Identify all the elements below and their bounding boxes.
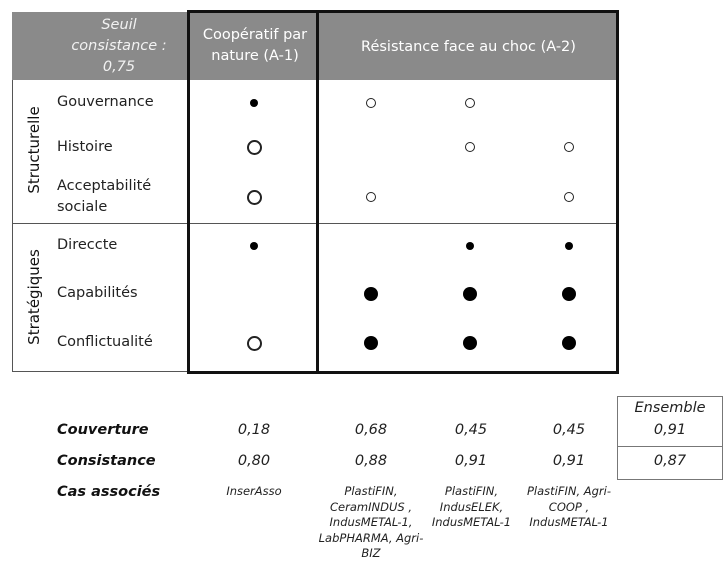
large-filled-dot xyxy=(463,287,477,301)
consistency-label: Consistance xyxy=(57,453,156,469)
cases-a2-1: PlastiFIN, CeramINDUS , IndusMETAL-1, LabPHARMA, Agri-BIZ xyxy=(318,484,424,560)
large-open-dot xyxy=(247,190,262,205)
column-a2-frame xyxy=(316,10,619,374)
small-open-dot xyxy=(465,142,475,152)
small-open-dot xyxy=(564,142,574,152)
cases-a2-2: PlastiFIN, IndusELEK, IndusMETAL-1 xyxy=(431,484,512,529)
cases-a1: InserAsso xyxy=(226,484,282,498)
consistency-a2-2: 0,91 xyxy=(454,453,488,469)
row-label-direccte: Direccte xyxy=(57,237,118,253)
large-open-dot xyxy=(247,140,262,155)
large-filled-dot xyxy=(364,287,378,301)
consistency-a1: 0,80 xyxy=(237,453,271,469)
small-open-dot xyxy=(366,98,376,108)
ensemble-divider xyxy=(617,446,723,447)
small-filled-dot xyxy=(565,242,573,250)
cases-label: Cas associés xyxy=(57,484,161,500)
group-label-strategic: Stratégiques xyxy=(25,249,43,345)
row-label-acceptabilite: Acceptabilité sociale xyxy=(57,178,152,215)
coverage-a2-2: 0,45 xyxy=(454,422,488,438)
column-header-a2: Résistance face au choc (A-2) xyxy=(361,39,576,55)
large-open-dot xyxy=(247,336,262,351)
small-open-dot xyxy=(465,98,475,108)
coverage-a2-1: 0,68 xyxy=(354,422,388,438)
small-open-dot xyxy=(564,192,574,202)
coverage-a2-3: 0,45 xyxy=(552,422,586,438)
ensemble-label: Ensemble xyxy=(634,400,706,416)
table-left-border xyxy=(12,80,13,372)
row-label-capabilites: Capabilités xyxy=(57,285,138,301)
threshold-label: Seuil consistance : 0,75 xyxy=(71,17,167,75)
coverage-label: Couverture xyxy=(57,422,149,438)
column-header-a1: Coopératif par nature (A-1) xyxy=(202,27,308,64)
large-filled-dot xyxy=(463,336,477,350)
row-label-gouvernance: Gouvernance xyxy=(57,94,154,110)
ensemble-consistency: 0,87 xyxy=(653,453,687,469)
small-open-dot xyxy=(366,192,376,202)
consistency-a2-3: 0,91 xyxy=(552,453,586,469)
cases-a2-3: PlastiFIN, Agri-COOP , IndusMETAL-1 xyxy=(526,484,612,529)
row-label-conflictualite: Conflictualité xyxy=(57,334,153,350)
large-filled-dot xyxy=(562,336,576,350)
large-filled-dot xyxy=(364,336,378,350)
group-label-structural: Structurelle xyxy=(25,106,43,194)
consistency-a2-1: 0,88 xyxy=(354,453,388,469)
row-label-histoire: Histoire xyxy=(57,139,113,155)
small-filled-dot xyxy=(466,242,474,250)
small-filled-dot xyxy=(250,99,258,107)
ensemble-coverage: 0,91 xyxy=(653,422,687,438)
small-filled-dot xyxy=(250,242,258,250)
large-filled-dot xyxy=(562,287,576,301)
coverage-a1: 0,18 xyxy=(237,422,271,438)
